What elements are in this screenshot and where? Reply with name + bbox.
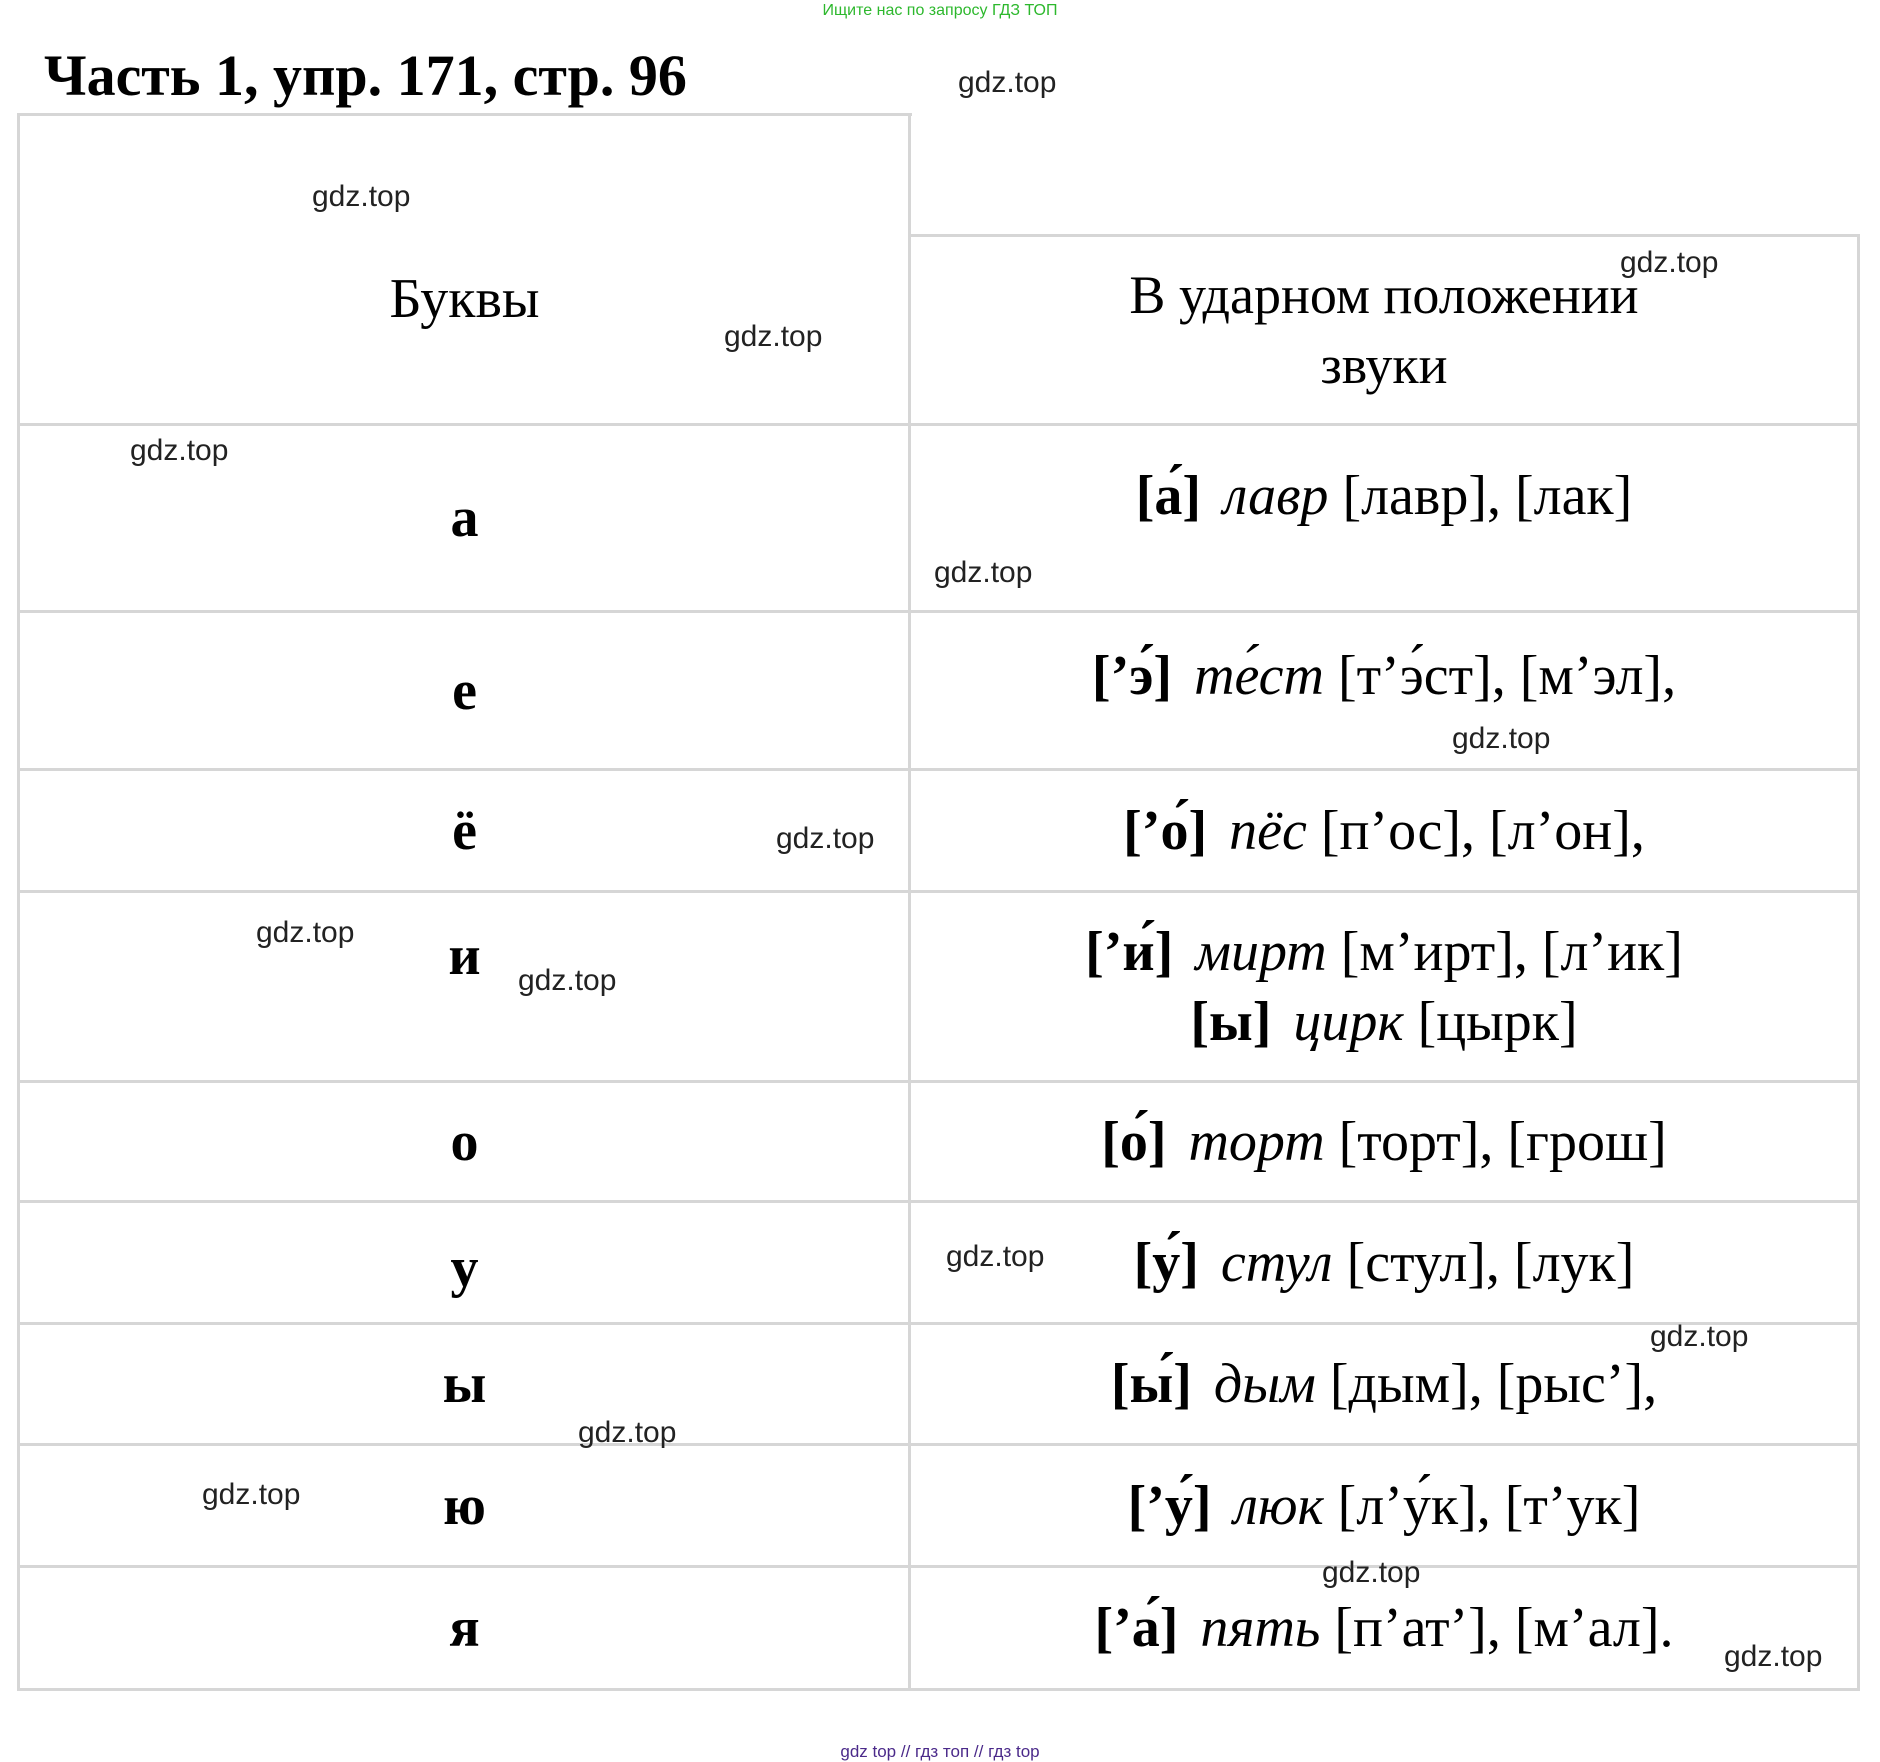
- watermark: gdz.top: [946, 1240, 1045, 1273]
- sound-line: [1136, 461, 1633, 531]
- table-row-letter: [20, 893, 909, 1018]
- table-row-letter: [20, 1083, 909, 1200]
- sound-transcription: [у́]: [1133, 1231, 1199, 1294]
- page-title: Часть 1, упр. 171, стр. 96: [44, 43, 687, 108]
- example-transcriptions: [л’у́к], [т’ук]: [1337, 1474, 1641, 1537]
- example-transcriptions: [м’ирт], [л’ик]: [1340, 920, 1683, 983]
- table-row-letter: [20, 1568, 909, 1688]
- example-word: те́ст: [1194, 644, 1324, 707]
- example-word: лавр: [1223, 465, 1329, 527]
- example-transcriptions: [лавр], [лак]: [1342, 465, 1633, 527]
- letter: и: [448, 924, 481, 987]
- table-row-sounds: [910, 613, 1858, 738]
- table-row-sounds: [910, 1203, 1858, 1322]
- letter: а: [450, 487, 479, 549]
- sound-transcription: [а́]: [1135, 465, 1202, 527]
- sound-line: [1101, 1107, 1667, 1177]
- letter: ё: [452, 799, 477, 862]
- watermark: gdz.top: [202, 1478, 301, 1511]
- bottom-links: [0, 1742, 1880, 1762]
- watermark: gdz.top: [130, 434, 229, 467]
- header-sounds-line1: В ударном положении: [1129, 265, 1639, 325]
- example-word: пёс: [1229, 799, 1307, 862]
- example-transcriptions: [цырк]: [1417, 990, 1578, 1053]
- example-transcriptions: [т’э́ст], [м’эл],: [1337, 644, 1677, 707]
- sound-transcription: [о́]: [1101, 1110, 1167, 1173]
- bottom-link-separator: //: [900, 1742, 911, 1761]
- example-word: дым: [1213, 1353, 1316, 1415]
- table-row-letter: [20, 1325, 909, 1443]
- sound-line: [1190, 987, 1577, 1057]
- table-row-sounds: [910, 426, 1858, 566]
- table-row-letter: [20, 1203, 909, 1333]
- table-row-sounds: [910, 1083, 1858, 1200]
- example-transcriptions: [п’ат’], [м’ал].: [1334, 1597, 1674, 1659]
- watermark: gdz.top: [958, 66, 1057, 99]
- watermark: gdz.top: [776, 822, 875, 855]
- example-word: торт: [1188, 1110, 1325, 1173]
- letter: я: [449, 1597, 480, 1659]
- example-word: люк: [1233, 1474, 1324, 1537]
- bottom-link[interactable]: гдз top: [988, 1742, 1040, 1761]
- sound-transcription: [’и́]: [1085, 920, 1174, 983]
- table-row-sounds: [910, 1446, 1858, 1565]
- sound-line: [1085, 917, 1683, 987]
- watermark: gdz.top: [1650, 1320, 1749, 1353]
- sound-transcription: [’а́]: [1094, 1597, 1179, 1659]
- sound-line: [1111, 1349, 1657, 1419]
- example-transcriptions: [дым], [рыс’],: [1329, 1353, 1658, 1415]
- header-sounds-line2: звуки: [1320, 335, 1448, 395]
- letter: ы: [442, 1353, 487, 1415]
- example-word: мирт: [1195, 920, 1327, 983]
- sound-transcription: [ы]: [1190, 990, 1272, 1053]
- watermark: gdz.top: [518, 964, 617, 997]
- sound-transcription: [’э́]: [1091, 644, 1173, 707]
- sound-transcription: [ы́]: [1110, 1353, 1192, 1415]
- sound-line: [1092, 641, 1676, 711]
- table-row-sounds: [910, 771, 1858, 890]
- sound-line: [1123, 796, 1645, 866]
- bottom-link[interactable]: гдз топ: [915, 1742, 970, 1761]
- top-search-link[interactable]: Ищите нас по запросу ГДЗ ТОП: [822, 2, 1058, 19]
- watermark: gdz.top: [256, 916, 355, 949]
- letter: ю: [443, 1474, 486, 1537]
- sound-line: [1134, 1228, 1635, 1298]
- table-row-letter: [20, 613, 909, 768]
- bottom-link[interactable]: gdz top: [840, 1742, 897, 1761]
- watermark: gdz.top: [1452, 722, 1551, 755]
- sound-line: [1128, 1471, 1641, 1541]
- watermark: gdz.top: [1620, 246, 1719, 279]
- watermark: gdz.top: [312, 180, 411, 213]
- example-word: пять: [1200, 1597, 1321, 1659]
- sound-line: [1094, 1593, 1673, 1663]
- header-letters: Буквы: [389, 268, 540, 330]
- example-transcriptions: [п’ос], [л’он],: [1320, 799, 1645, 862]
- letter: у: [450, 1237, 479, 1299]
- example-transcriptions: [стул], [лук]: [1346, 1231, 1635, 1294]
- example-word: цирк: [1293, 990, 1404, 1053]
- sound-transcription: [’о́]: [1123, 799, 1208, 862]
- table-row-letter: [20, 1446, 909, 1565]
- table-row-sounds: [910, 893, 1858, 1080]
- watermark: gdz.top: [934, 556, 1033, 589]
- bottom-link-separator: //: [973, 1742, 984, 1761]
- watermark: gdz.top: [1322, 1556, 1421, 1589]
- example-word: стул: [1220, 1231, 1333, 1294]
- watermark: gdz.top: [578, 1416, 677, 1449]
- letter: о: [450, 1110, 479, 1173]
- header-letters-cell: [20, 114, 909, 424]
- example-transcriptions: [торт], [грош]: [1338, 1110, 1667, 1173]
- watermark: gdz.top: [724, 320, 823, 353]
- letter: е: [452, 659, 477, 722]
- watermark: gdz.top: [1724, 1640, 1823, 1673]
- sound-transcription: [’у́]: [1127, 1474, 1212, 1537]
